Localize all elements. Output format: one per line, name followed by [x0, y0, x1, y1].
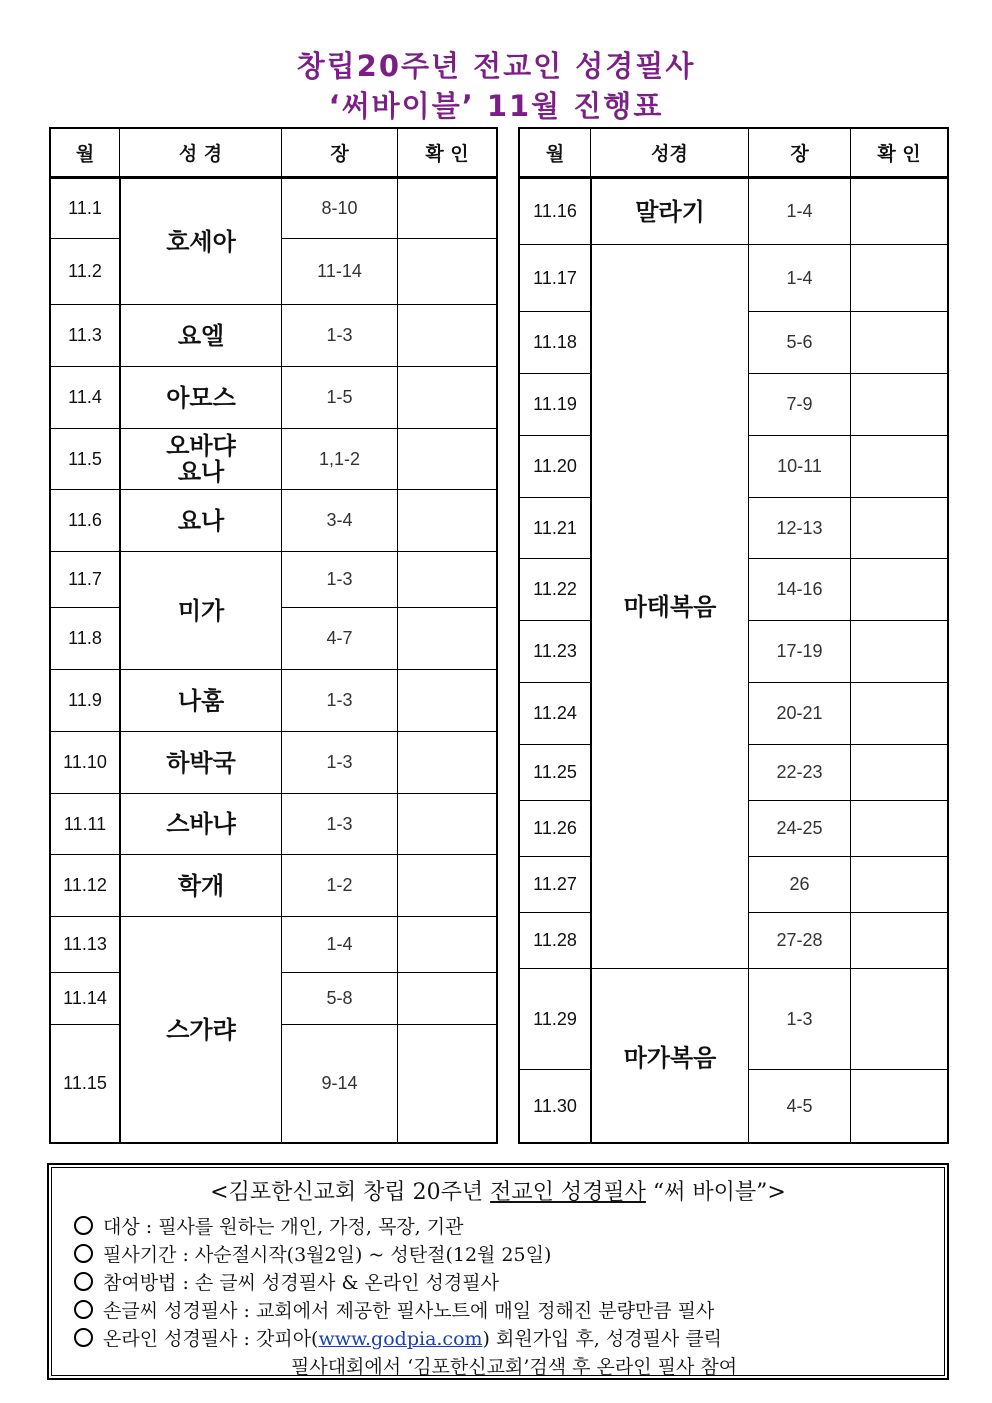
book-cell: 미가: [120, 552, 282, 670]
page-title-line2: ‘써바이블’ 11월 진행표: [328, 89, 664, 123]
confirm-cell[interactable]: [851, 179, 947, 245]
book-cell: 나훔: [120, 670, 282, 732]
date-cell: 11.12: [51, 855, 120, 917]
date-cell: 11.29: [520, 969, 591, 1070]
header-confirm: 확 인: [398, 129, 496, 177]
chapter-cell: 10-11: [749, 436, 851, 498]
chapter-cell: 1-3: [282, 670, 398, 732]
date-cell: 11.9: [51, 670, 120, 732]
chapter-cell: 20-21: [749, 683, 851, 745]
chapter-cell: 24-25: [749, 801, 851, 857]
godpia-link[interactable]: www.godpia.com: [318, 1328, 483, 1350]
date-cell: 11.19: [520, 374, 591, 436]
book-cell: 아모스: [120, 367, 282, 429]
date-cell: 11.17: [520, 245, 591, 312]
date-cell: 11.21: [520, 498, 591, 559]
chapter-cell: 1-3: [282, 794, 398, 855]
chapter-cell: 1-3: [749, 969, 851, 1070]
info-title-underlined: 전교인 성경필사: [490, 1180, 646, 1205]
header-chapter: 장: [749, 129, 851, 177]
confirm-cell[interactable]: [851, 559, 947, 621]
info-text: 대상 : 필사를 원하는 개인, 가정, 목장, 기관: [103, 1216, 464, 1238]
info-line-method: [74, 1268, 499, 1295]
date-cell: 11.13: [51, 917, 120, 973]
date-cell: 11.25: [520, 745, 591, 801]
schedule-table-right: [518, 127, 949, 1144]
confirm-cell[interactable]: [851, 312, 947, 374]
book-cell: 스가랴: [120, 917, 282, 1142]
chapter-cell: 1-4: [282, 917, 398, 973]
chapter-cell: 1-4: [749, 179, 851, 245]
confirm-cell[interactable]: [851, 683, 947, 745]
chapter-cell: 1,1-2: [282, 429, 398, 490]
date-cell: 11.6: [51, 490, 120, 552]
confirm-cell[interactable]: [398, 855, 496, 917]
chapter-cell: 8-10: [282, 179, 398, 239]
confirm-cell[interactable]: [398, 367, 496, 429]
chapter-cell: 1-5: [282, 367, 398, 429]
info-title-part: “써 바이블”>: [645, 1180, 786, 1205]
book-cell: 요나: [120, 490, 282, 552]
confirm-cell[interactable]: [398, 1025, 496, 1142]
book-name: 오바댜: [166, 432, 236, 460]
info-line-online: [74, 1324, 722, 1351]
date-cell: 11.4: [51, 367, 120, 429]
date-cell: 11.10: [51, 732, 120, 794]
book-cell: 마가복음: [591, 969, 749, 1142]
date-cell: 11.23: [520, 621, 591, 683]
info-text: 손글씨 성경필사 : 교회에서 제공한 필사노트에 매일 정해진 분량만큼 필사: [103, 1300, 715, 1322]
info-title: [52, 1175, 944, 1206]
chapter-cell: 7-9: [749, 374, 851, 436]
date-cell: 11.24: [520, 683, 591, 745]
book-cell: 요엘: [120, 305, 282, 367]
chapter-cell: 5-6: [749, 312, 851, 374]
chapter-cell: 27-28: [749, 913, 851, 969]
chapter-cell: 1-2: [282, 855, 398, 917]
info-line-period: [74, 1240, 551, 1267]
book-cell: [120, 429, 282, 490]
confirm-cell[interactable]: [398, 608, 496, 670]
confirm-cell[interactable]: [851, 498, 947, 559]
chapter-cell: 14-16: [749, 559, 851, 621]
confirm-cell[interactable]: [398, 732, 496, 794]
confirm-cell[interactable]: [851, 374, 947, 436]
header-month: 월: [520, 129, 591, 177]
confirm-cell[interactable]: [851, 969, 947, 1070]
chapter-cell: 17-19: [749, 621, 851, 683]
header-book: 성경: [591, 129, 749, 177]
info-line-target: [74, 1212, 463, 1239]
book-cell: 말라기: [591, 179, 749, 245]
date-cell: 11.27: [520, 857, 591, 913]
date-cell: 11.15: [51, 1025, 120, 1142]
date-cell: 11.20: [520, 436, 591, 498]
info-box: [47, 1163, 949, 1380]
date-cell: 11.7: [51, 552, 120, 608]
date-cell: 11.8: [51, 608, 120, 670]
chapter-cell: 1-3: [282, 732, 398, 794]
chapter-cell: 22-23: [749, 745, 851, 801]
confirm-cell[interactable]: [398, 917, 496, 973]
date-cell: 11.28: [520, 913, 591, 969]
header-book: 성 경: [120, 129, 282, 177]
chapter-cell: 5-8: [282, 973, 398, 1025]
date-cell: 11.30: [520, 1070, 591, 1142]
confirm-cell[interactable]: [851, 913, 947, 969]
date-cell: 11.1: [51, 179, 120, 239]
header-month: 월: [51, 129, 120, 177]
confirm-cell[interactable]: [851, 436, 947, 498]
confirm-cell[interactable]: [398, 973, 496, 1025]
chapter-cell: 11-14: [282, 239, 398, 305]
date-cell: 11.18: [520, 312, 591, 374]
confirm-cell[interactable]: [851, 801, 947, 857]
header-chapter: 장: [282, 129, 398, 177]
info-text: 필사기간 : 사순절시작(3월2일) ~ 성탄절(12월 25일): [103, 1244, 552, 1266]
book-cell: 호세아: [120, 179, 282, 305]
info-title-part: <김포한신교회 창립 20주년: [210, 1180, 491, 1205]
chapter-cell: 4-5: [749, 1070, 851, 1142]
confirm-cell[interactable]: [851, 1070, 947, 1142]
confirm-cell[interactable]: [398, 429, 496, 490]
confirm-cell[interactable]: [398, 670, 496, 732]
date-cell: 11.5: [51, 429, 120, 490]
chapter-cell: 1-3: [282, 552, 398, 608]
book-cell: 학개: [120, 855, 282, 917]
circle-bullet-icon: [74, 1244, 93, 1263]
info-text: 온라인 성경필사 : 갓피아(: [103, 1328, 319, 1350]
chapter-cell: 1-4: [749, 245, 851, 312]
book-cell: 하박국: [120, 732, 282, 794]
header-confirm: 확 인: [851, 129, 947, 177]
circle-bullet-icon: [74, 1216, 93, 1235]
date-cell: 11.16: [520, 179, 591, 245]
date-cell: 11.3: [51, 305, 120, 367]
chapter-cell: 9-14: [282, 1025, 398, 1142]
confirm-cell[interactable]: [398, 305, 496, 367]
confirm-cell[interactable]: [398, 552, 496, 608]
chapter-cell: 3-4: [282, 490, 398, 552]
circle-bullet-icon: [74, 1272, 93, 1291]
confirm-cell[interactable]: [398, 239, 496, 305]
circle-bullet-icon: [74, 1300, 93, 1319]
info-text: ) 회원가입 후, 성경필사 클릭: [482, 1328, 723, 1350]
date-cell: 11.11: [51, 794, 120, 855]
confirm-cell[interactable]: [851, 857, 947, 913]
confirm-cell[interactable]: [851, 745, 947, 801]
chapter-cell: 1-3: [282, 305, 398, 367]
info-line-online-cont: 필사대회에서 ‘김포한신교회’검색 후 온라인 필사 참여: [291, 1356, 738, 1378]
book-cell: 스바냐: [120, 794, 282, 855]
page-title-line1: 창립20주년 전교인 성경필사: [296, 49, 696, 83]
circle-bullet-icon: [74, 1328, 93, 1347]
chapter-cell: 12-13: [749, 498, 851, 559]
confirm-cell[interactable]: [851, 621, 947, 683]
book-name: 요나: [177, 458, 225, 486]
confirm-cell[interactable]: [398, 490, 496, 552]
date-cell: 11.14: [51, 973, 120, 1025]
date-cell: 11.26: [520, 801, 591, 857]
confirm-cell[interactable]: [398, 179, 496, 239]
schedule-table-left: [49, 127, 498, 1144]
chapter-cell: 4-7: [282, 608, 398, 670]
date-cell: 11.2: [51, 239, 120, 305]
confirm-cell[interactable]: [851, 245, 947, 312]
date-cell: 11.22: [520, 559, 591, 621]
info-line-handwritten: [74, 1296, 714, 1323]
info-text: 참여방법 : 손 글씨 성경필사 & 온라인 성경필사: [103, 1272, 499, 1294]
confirm-cell[interactable]: [398, 794, 496, 855]
book-cell: 마태복음: [591, 245, 749, 969]
chapter-cell: 26: [749, 857, 851, 913]
